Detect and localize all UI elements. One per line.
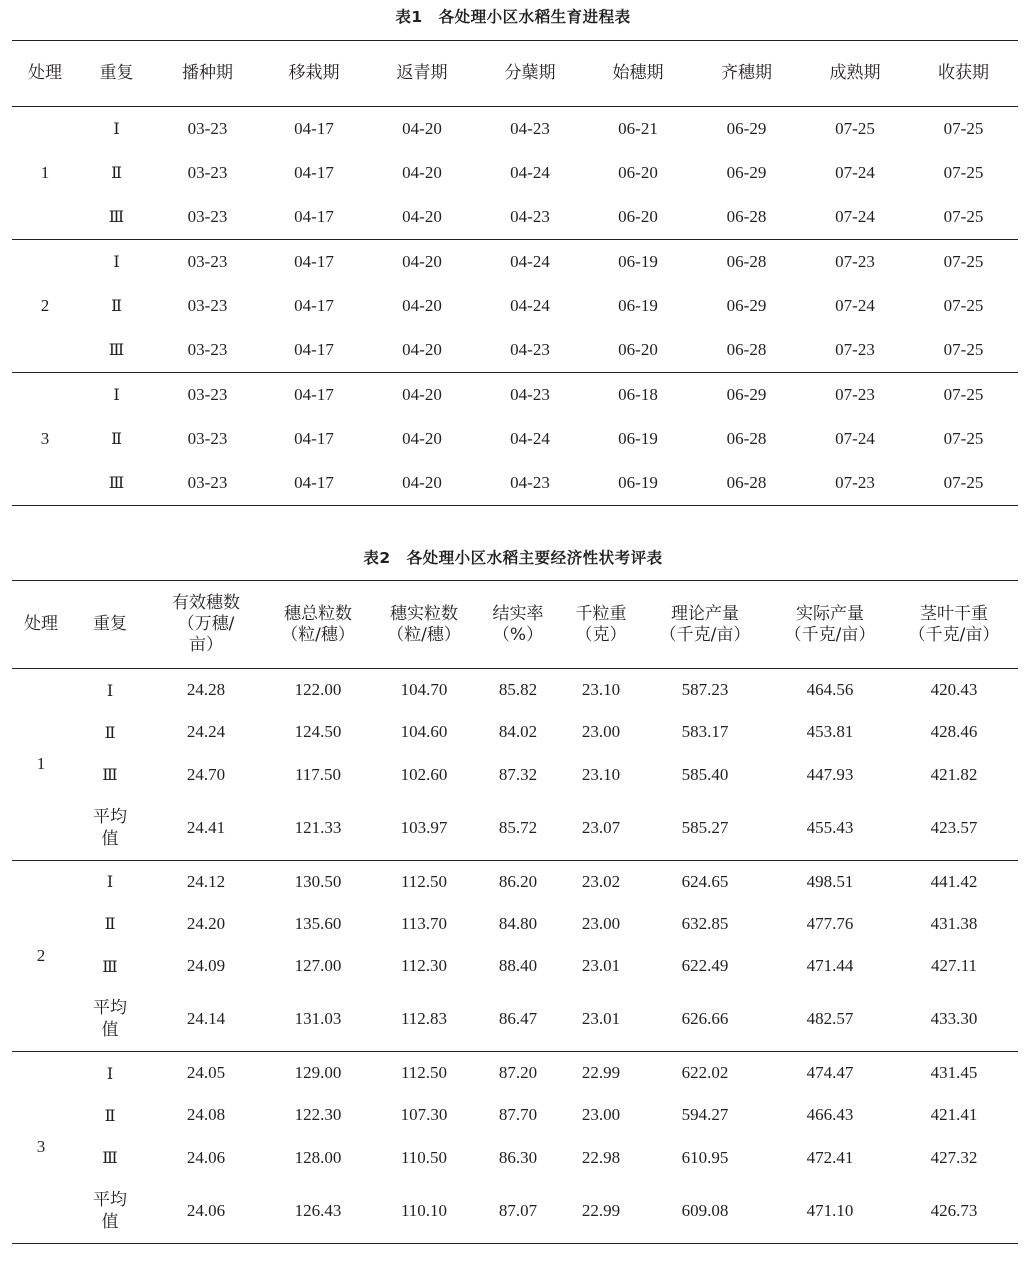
column-header-line: （千克/亩） bbox=[908, 624, 1000, 645]
column-header-line: （万穗/ bbox=[177, 614, 235, 634]
average-value: 24.06 bbox=[186, 1200, 226, 1220]
value-cell: 24.28 bbox=[186, 680, 226, 699]
table1-caption: 表1 各处理小区水稻生育进程表 bbox=[395, 8, 631, 26]
table-row bbox=[12, 945, 1018, 988]
replicate-cell: Ⅲ bbox=[102, 956, 118, 976]
column-header bbox=[374, 581, 474, 669]
replicate-cell: Ⅲ bbox=[108, 473, 125, 493]
average-label-line: 值 bbox=[101, 1211, 119, 1232]
replicate-cell: Ⅰ bbox=[106, 680, 114, 700]
value-cell: 421.41 bbox=[930, 1105, 978, 1125]
column-header: 始穗期 bbox=[612, 63, 664, 83]
value-cell: 583.17 bbox=[681, 722, 729, 742]
value-cell: 22.99 bbox=[581, 1063, 621, 1082]
column-header: 分蘖期 bbox=[504, 63, 556, 83]
column-header bbox=[890, 581, 1018, 669]
table-row bbox=[12, 1094, 1018, 1137]
value-cell: 23.02 bbox=[581, 871, 621, 891]
table-row bbox=[12, 195, 1018, 239]
column-header-line: 千粒重 bbox=[575, 603, 627, 624]
date-cell: 04-23 bbox=[510, 339, 550, 359]
table1-body bbox=[12, 107, 1018, 506]
column-header bbox=[70, 581, 150, 669]
value-cell: 127.00 bbox=[294, 956, 342, 976]
date-cell: 04-23 bbox=[510, 206, 550, 226]
table-row bbox=[12, 461, 1018, 505]
value-cell: 622.02 bbox=[681, 1063, 729, 1082]
treatment-cell: 1 bbox=[12, 107, 78, 240]
column-header: 返青期 bbox=[396, 63, 448, 83]
column-header: 收获期 bbox=[938, 63, 989, 83]
replicate-cell: Ⅱ bbox=[104, 1105, 116, 1125]
table-row bbox=[12, 1052, 1018, 1095]
treatment-cell: 2 bbox=[12, 860, 70, 1052]
average-value: 24.14 bbox=[186, 1009, 226, 1029]
table-row bbox=[12, 711, 1018, 754]
value-cell: 113.70 bbox=[400, 913, 448, 933]
date-cell: 04-17 bbox=[294, 251, 334, 271]
date-cell: 07-23 bbox=[835, 384, 875, 404]
value-cell: 102.60 bbox=[400, 764, 448, 784]
date-cell: 03-23 bbox=[187, 339, 228, 359]
value-cell: 624.65 bbox=[681, 871, 729, 891]
date-cell: 07-25 bbox=[943, 428, 984, 448]
value-cell: 427.32 bbox=[930, 1147, 978, 1167]
value-cell: 124.50 bbox=[294, 722, 342, 742]
average-row bbox=[12, 1179, 1018, 1243]
average-value: 131.03 bbox=[294, 1009, 342, 1029]
date-cell: 04-17 bbox=[294, 118, 334, 138]
average-value: 110.10 bbox=[400, 1200, 448, 1220]
value-cell: 117.50 bbox=[294, 764, 342, 784]
value-cell: 464.56 bbox=[806, 680, 854, 699]
average-label bbox=[70, 796, 150, 860]
replicate-cell: Ⅱ bbox=[104, 722, 116, 742]
average-value: 24.41 bbox=[186, 817, 226, 837]
average-label-line: 值 bbox=[101, 828, 119, 849]
average-value: 126.43 bbox=[294, 1200, 342, 1220]
average-label-line: 平均 bbox=[93, 806, 127, 827]
value-cell: 23.00 bbox=[581, 913, 621, 933]
average-label-line: 值 bbox=[101, 1020, 119, 1041]
value-cell: 466.43 bbox=[806, 1105, 854, 1125]
column-header-line: 处理 bbox=[24, 614, 58, 634]
date-cell: 07-23 bbox=[835, 339, 875, 359]
value-cell: 104.60 bbox=[400, 722, 448, 742]
value-cell: 24.20 bbox=[186, 913, 226, 933]
column-header bbox=[12, 581, 70, 669]
date-cell: 04-17 bbox=[294, 206, 334, 226]
column-header-line: 穗总粒数 bbox=[284, 603, 352, 624]
date-cell: 06-19 bbox=[618, 295, 658, 315]
value-cell: 498.51 bbox=[806, 871, 854, 891]
value-cell: 23.01 bbox=[581, 956, 621, 976]
average-value: 585.27 bbox=[681, 817, 729, 837]
average-value: 23.01 bbox=[581, 1009, 621, 1029]
value-cell: 112.30 bbox=[400, 956, 448, 976]
value-cell: 24.09 bbox=[186, 956, 226, 976]
value-cell: 428.46 bbox=[930, 722, 978, 742]
date-cell: 06-19 bbox=[618, 472, 658, 492]
date-cell: 04-17 bbox=[294, 384, 334, 404]
date-cell: 04-24 bbox=[510, 162, 550, 182]
value-cell: 632.85 bbox=[681, 913, 729, 933]
date-cell: 06-21 bbox=[618, 118, 658, 138]
average-label bbox=[70, 988, 150, 1052]
date-cell: 04-20 bbox=[402, 428, 442, 448]
date-cell: 03-23 bbox=[187, 162, 228, 182]
column-header: 移栽期 bbox=[288, 63, 340, 83]
value-cell: 471.44 bbox=[806, 956, 854, 976]
value-cell: 87.20 bbox=[498, 1063, 538, 1082]
table1-header bbox=[12, 41, 1018, 107]
growth-stage-table bbox=[12, 40, 1018, 506]
average-value: 112.83 bbox=[400, 1009, 448, 1029]
value-cell: 23.00 bbox=[581, 1105, 621, 1125]
date-cell: 04-20 bbox=[402, 384, 442, 404]
average-value: 87.07 bbox=[498, 1200, 538, 1220]
value-cell: 610.95 bbox=[681, 1147, 729, 1167]
date-cell: 06-28 bbox=[726, 251, 767, 271]
date-cell: 07-24 bbox=[835, 295, 875, 315]
value-cell: 129.00 bbox=[294, 1063, 342, 1082]
column-header bbox=[562, 581, 640, 669]
date-cell: 03-23 bbox=[187, 206, 228, 226]
replicate-cell: Ⅲ bbox=[108, 340, 125, 360]
date-cell: 07-25 bbox=[943, 251, 984, 271]
replicate-cell: Ⅱ bbox=[111, 163, 122, 183]
value-cell: 107.30 bbox=[400, 1105, 448, 1125]
value-cell: 135.60 bbox=[294, 913, 342, 933]
table-row bbox=[12, 903, 1018, 946]
table2-body bbox=[12, 669, 1018, 1244]
treatment-cell: 3 bbox=[12, 1052, 70, 1244]
date-cell: 06-18 bbox=[618, 384, 658, 404]
value-cell: 22.98 bbox=[581, 1147, 621, 1167]
replicate-cell: Ⅰ bbox=[106, 872, 114, 891]
date-cell: 04-23 bbox=[510, 118, 550, 138]
column-header-line: （粒/穗） bbox=[281, 624, 355, 645]
value-cell: 24.05 bbox=[186, 1063, 226, 1082]
column-header-line: 茎叶干重 bbox=[920, 603, 988, 624]
table-row bbox=[12, 239, 1018, 283]
average-value: 85.72 bbox=[498, 817, 538, 837]
average-value: 23.07 bbox=[581, 817, 621, 837]
average-value: 121.33 bbox=[294, 817, 342, 837]
table-row bbox=[12, 1137, 1018, 1180]
value-cell: 87.32 bbox=[498, 764, 538, 784]
date-cell: 04-17 bbox=[294, 295, 334, 315]
value-cell: 441.42 bbox=[930, 871, 978, 891]
column-header bbox=[640, 581, 770, 669]
column-header-line: （千克/亩） bbox=[784, 624, 876, 645]
date-cell: 03-23 bbox=[187, 384, 228, 404]
date-cell: 07-24 bbox=[835, 206, 875, 226]
value-cell: 24.06 bbox=[186, 1147, 226, 1167]
replicate-cell: Ⅲ bbox=[108, 207, 125, 227]
column-header: 成熟期 bbox=[829, 63, 881, 83]
value-cell: 84.80 bbox=[498, 913, 538, 933]
date-cell: 04-17 bbox=[294, 472, 334, 492]
table2-caption: 表2 各处理小区水稻主要经济性状考评表 bbox=[363, 549, 663, 567]
date-cell: 03-23 bbox=[187, 428, 228, 448]
value-cell: 477.76 bbox=[806, 913, 854, 933]
date-cell: 07-24 bbox=[835, 428, 875, 448]
date-cell: 04-20 bbox=[402, 118, 442, 138]
value-cell: 104.70 bbox=[400, 680, 448, 699]
date-cell: 06-19 bbox=[618, 428, 658, 448]
average-row bbox=[12, 796, 1018, 860]
date-cell: 04-17 bbox=[294, 339, 334, 359]
average-value: 103.97 bbox=[400, 817, 448, 837]
value-cell: 472.41 bbox=[806, 1147, 854, 1167]
value-cell: 23.10 bbox=[581, 680, 621, 699]
value-cell: 130.50 bbox=[294, 871, 342, 891]
value-cell: 474.47 bbox=[806, 1063, 854, 1082]
date-cell: 07-25 bbox=[835, 118, 875, 138]
treatment-cell: 1 bbox=[12, 669, 70, 861]
value-cell: 420.43 bbox=[930, 680, 978, 699]
replicate-cell: Ⅰ bbox=[113, 252, 120, 272]
average-label bbox=[70, 1179, 150, 1243]
date-cell: 06-29 bbox=[726, 118, 767, 138]
column-header-line: 亩） bbox=[189, 635, 223, 655]
value-cell: 112.50 bbox=[400, 1063, 448, 1082]
date-cell: 04-24 bbox=[510, 428, 550, 448]
date-cell: 06-20 bbox=[618, 339, 658, 359]
table-row bbox=[12, 284, 1018, 328]
average-label-line: 平均 bbox=[93, 1189, 127, 1210]
table-row bbox=[12, 669, 1018, 712]
column-header-line: （克） bbox=[575, 624, 627, 645]
value-cell: 421.82 bbox=[930, 764, 978, 784]
date-cell: 04-23 bbox=[510, 472, 550, 492]
date-cell: 07-25 bbox=[943, 339, 984, 359]
table-row bbox=[12, 372, 1018, 416]
date-cell: 07-25 bbox=[943, 472, 984, 492]
average-value: 426.73 bbox=[930, 1200, 978, 1220]
column-header-line: （%） bbox=[492, 624, 544, 645]
column-header bbox=[262, 581, 374, 669]
value-cell: 427.11 bbox=[930, 956, 978, 976]
column-header: 处理 bbox=[28, 63, 62, 83]
value-cell: 85.82 bbox=[498, 680, 538, 699]
date-cell: 06-28 bbox=[726, 472, 767, 492]
value-cell: 86.30 bbox=[498, 1147, 538, 1167]
column-header-line: 实际产量 bbox=[796, 603, 864, 624]
value-cell: 110.50 bbox=[400, 1147, 448, 1167]
average-value: 482.57 bbox=[806, 1009, 854, 1029]
replicate-cell: Ⅰ bbox=[113, 119, 120, 139]
column-header bbox=[150, 581, 262, 669]
date-cell: 07-25 bbox=[943, 118, 984, 138]
replicate-cell: Ⅱ bbox=[104, 914, 116, 934]
value-cell: 622.49 bbox=[681, 956, 729, 976]
table-row bbox=[12, 860, 1018, 903]
column-header-line: （粒/穗） bbox=[387, 624, 461, 645]
average-value: 423.57 bbox=[930, 817, 978, 837]
value-cell: 447.93 bbox=[806, 764, 854, 784]
column-header bbox=[770, 581, 890, 669]
date-cell: 03-23 bbox=[187, 472, 228, 492]
average-row bbox=[12, 988, 1018, 1052]
average-value: 433.30 bbox=[930, 1009, 978, 1029]
average-value: 22.99 bbox=[581, 1200, 621, 1220]
date-cell: 04-20 bbox=[402, 162, 442, 182]
table-row bbox=[12, 328, 1018, 372]
value-cell: 88.40 bbox=[498, 956, 538, 976]
date-cell: 03-23 bbox=[187, 295, 228, 315]
replicate-cell: Ⅲ bbox=[102, 1148, 118, 1168]
date-cell: 06-20 bbox=[618, 206, 658, 226]
table-row bbox=[12, 417, 1018, 461]
value-cell: 84.02 bbox=[498, 722, 538, 742]
date-cell: 07-25 bbox=[943, 384, 984, 404]
value-cell: 24.08 bbox=[186, 1105, 226, 1125]
date-cell: 06-28 bbox=[726, 428, 767, 448]
average-value: 86.47 bbox=[498, 1009, 538, 1029]
value-cell: 86.20 bbox=[498, 871, 538, 891]
date-cell: 07-25 bbox=[943, 162, 984, 182]
replicate-cell: Ⅰ bbox=[113, 385, 120, 405]
value-cell: 24.24 bbox=[186, 722, 226, 742]
date-cell: 06-29 bbox=[726, 162, 767, 182]
average-value: 455.43 bbox=[806, 817, 854, 837]
value-cell: 24.70 bbox=[186, 764, 226, 784]
date-cell: 06-19 bbox=[618, 251, 658, 271]
date-cell: 04-17 bbox=[294, 428, 334, 448]
date-cell: 07-24 bbox=[835, 162, 875, 182]
value-cell: 431.38 bbox=[930, 913, 978, 933]
column-header-line: 穗实粒数 bbox=[390, 603, 458, 624]
date-cell: 04-24 bbox=[510, 295, 550, 315]
value-cell: 128.00 bbox=[294, 1147, 342, 1167]
treatment-cell: 2 bbox=[12, 239, 78, 372]
value-cell: 122.30 bbox=[294, 1105, 342, 1125]
date-cell: 06-28 bbox=[726, 206, 767, 226]
value-cell: 587.23 bbox=[681, 680, 729, 699]
value-cell: 23.10 bbox=[581, 764, 621, 784]
date-cell: 07-25 bbox=[943, 206, 984, 226]
average-value: 626.66 bbox=[681, 1009, 729, 1029]
date-cell: 04-20 bbox=[402, 339, 442, 359]
date-cell: 03-23 bbox=[187, 118, 228, 138]
value-cell: 112.50 bbox=[400, 871, 448, 891]
value-cell: 585.40 bbox=[681, 764, 729, 784]
value-cell: 431.45 bbox=[930, 1063, 978, 1082]
value-cell: 87.70 bbox=[498, 1105, 538, 1125]
date-cell: 04-24 bbox=[510, 251, 550, 271]
value-cell: 453.81 bbox=[806, 722, 854, 742]
date-cell: 04-20 bbox=[402, 295, 442, 315]
value-cell: 122.00 bbox=[294, 680, 342, 699]
date-cell: 04-23 bbox=[510, 384, 550, 404]
date-cell: 07-25 bbox=[943, 295, 984, 315]
table-row bbox=[12, 754, 1018, 797]
column-header bbox=[474, 581, 562, 669]
date-cell: 04-20 bbox=[402, 251, 442, 271]
date-cell: 06-29 bbox=[726, 384, 767, 404]
date-cell: 07-23 bbox=[835, 251, 875, 271]
date-cell: 04-20 bbox=[402, 206, 442, 226]
table2-header bbox=[12, 581, 1018, 669]
table-row bbox=[12, 151, 1018, 195]
column-header-line: 理论产量 bbox=[671, 603, 739, 624]
date-cell: 07-23 bbox=[835, 472, 875, 492]
average-value: 471.10 bbox=[806, 1200, 854, 1220]
table-row bbox=[12, 107, 1018, 151]
date-cell: 06-29 bbox=[726, 295, 767, 315]
date-cell: 06-20 bbox=[618, 162, 658, 182]
column-header-line: （千克/亩） bbox=[659, 624, 751, 645]
economic-traits-table bbox=[12, 580, 1018, 1244]
treatment-cell: 3 bbox=[12, 372, 78, 505]
replicate-cell: Ⅰ bbox=[106, 1063, 114, 1083]
average-value: 609.08 bbox=[681, 1200, 729, 1220]
column-header-line: 有效穗数 bbox=[172, 593, 240, 613]
column-header: 播种期 bbox=[182, 63, 233, 83]
column-header-line: 结实率 bbox=[492, 603, 544, 624]
value-cell: 24.12 bbox=[186, 871, 226, 891]
column-header: 重复 bbox=[99, 63, 134, 83]
replicate-cell: Ⅱ bbox=[111, 296, 122, 316]
replicate-cell: Ⅱ bbox=[111, 429, 122, 449]
replicate-cell: Ⅲ bbox=[102, 765, 118, 785]
date-cell: 06-28 bbox=[726, 339, 767, 359]
date-cell: 03-23 bbox=[187, 251, 228, 271]
average-label-line: 平均 bbox=[93, 998, 127, 1019]
value-cell: 594.27 bbox=[681, 1105, 729, 1125]
date-cell: 04-17 bbox=[294, 162, 334, 182]
value-cell: 23.00 bbox=[581, 722, 621, 742]
column-header-line: 重复 bbox=[93, 614, 127, 634]
column-header: 齐穗期 bbox=[721, 63, 772, 83]
date-cell: 04-20 bbox=[402, 472, 442, 492]
